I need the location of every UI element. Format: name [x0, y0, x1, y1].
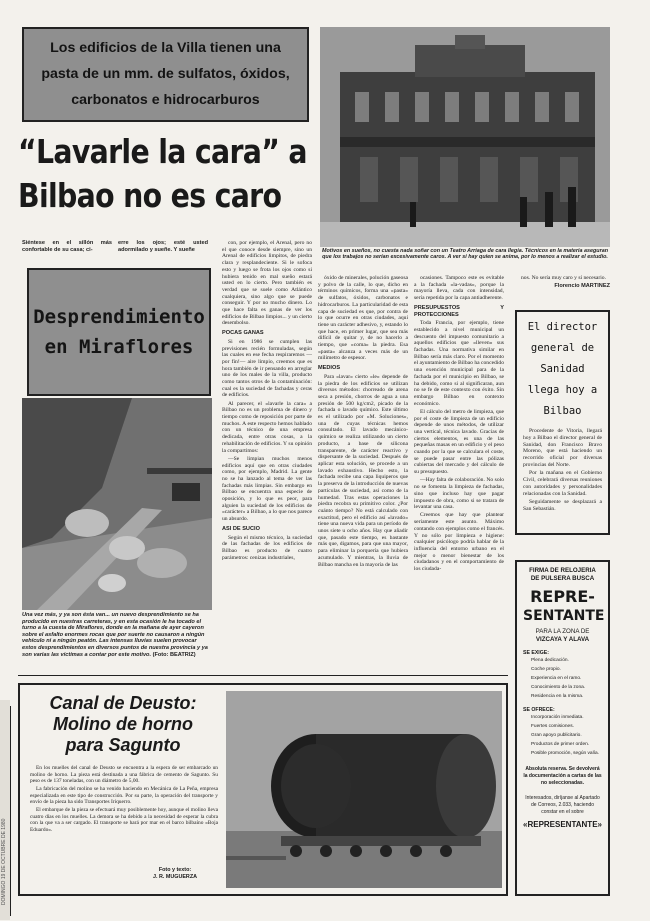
col6-p1: nos. No sería muy caro y sí necesario. — [521, 275, 606, 281]
deusto-p3: El embarque de la pieza se efectuará muy posiblemente hoy, aunque el molino lleva cuatro días en los muelles. La demora se ha debido a la necesidad de esperar la cubra con la que va a ser cargado. El transporte se hará por mar en el barco bilbaíno «Boja Eduardo». — [30, 807, 218, 833]
teatro-photo — [320, 27, 610, 247]
ad-big2: SENTANTE — [523, 608, 605, 624]
ad-ref: «REPRESENTANTE» — [523, 820, 602, 829]
rockfall-caption — [22, 612, 212, 672]
column-4 — [318, 275, 408, 667]
col3-subhead-asi-de-sucio: ASI DE SUCIO — [222, 525, 260, 532]
ad-contacto: Interesados, diríjanse al Apartado de Correos, 2.033, haciendo constar en el sobre — [525, 795, 600, 815]
section-rule — [18, 675, 508, 676]
ad-exige-label: SE EXIGE: — [523, 650, 549, 656]
ad-line2: DE PULSERA BUSCA — [530, 575, 595, 582]
ad-ofrece-item: Fuertes comisiones. — [531, 724, 574, 729]
deusto-title-2: Molino de horno — [53, 714, 193, 734]
ad-exige-item: Conocimiento de la zona. — [531, 685, 586, 690]
rockfall-caption-text: Una vez más, y ya son ésta van... un nuevo desprendimiento se ha producido en nuestras carreteras, y en esta ocasión le ha tocado el turno a la cuesta de Miraflores, donde en la mañana de ayer cayeron sobre el asfalto enormes rocas que por suerte no causaron a ningún vehículo ni a ningún peatón. Las intensas lluvias suelen provocar estos desprendimientos en diversos puntos de nuestra provincia y ya son varias las víctimas a contar por este motivo. — [22, 612, 208, 658]
sanidad-p1: Procedente de Vitoria, llegará hoy a Bilbao el director general de Sanidad, don Francisco Bravo Moreno, que está haciendo un recorrido oficial por diversas provincias del Norte. — [523, 428, 602, 468]
lead-col2: erre los ojos; esté usted adormilado y sueñe. Y sueñe — [118, 240, 208, 253]
ad-exige-list — [523, 656, 602, 701]
col3-p4: —Se limpian muchos menos edificios aquí que en otras ciudades como, por ejemplo, Madrid. La gente no se ha lanzado al tema de ver las fachadas más limpias. Sin embargo en Bilbao se encuentra una especie de oposición, y lo que es peor, para alguien la suciedad de los edificios de «carácter» a Bilbao, a lo que nos parece un absurdo. — [222, 455, 312, 523]
column-5 — [414, 275, 504, 667]
col4-p2: Para «lavar» cierto «le» depende de la piedra de los edificios se utilizan diversos métodos: chorreado de arena seca a presión, chorros de agua a una presión de 500 kg/cm2, picado de la fachada o lavado químico. Este último es el utilizado por «M. Soluciones», una de cuyas técnicas hemos consultado. El lavado mecánico-químico se realiza utilizando un cierto producto, a base de silicona transparente, de carácter reactivo y dispersante de la suciedad. Después de aplicar esta solución, se procede a un lavado exhaustivo. Hecho esto, la fachada recibe una capa liquiperos que la preserva de la introducción de nuevas partículas de suciedad, así como de la humedad. Tras estas operaciones la piedra recobra su primitivo color. ¿Por cuánto tiempo? No está calculado con exactitud, pero el edificio así «lavado» tiene una nueva vida para un período de unos siete u ocho años. Hay que añadir que, pasado este tiempo, es bastante más que, digamos, para que una mayor, para eliminar la porquería que hubiera acumulado. Y mientras, la lluvia de Bilbao mancha en la mayoría de las — [318, 373, 408, 568]
col5-subhead-presupuestos: PRESUPUESTOS Y PROTECCIONES — [414, 304, 504, 318]
representante-ad — [515, 560, 610, 896]
headline-line1: “Lavarle la cara” a — [18, 132, 307, 171]
deusto-credit-1: Foto y texto: — [158, 867, 192, 873]
theater-building-illustration — [320, 27, 610, 247]
column-6 — [515, 275, 610, 305]
ad-line3: PARA LA ZONA DE — [535, 628, 590, 635]
ad-reserva: Absoluta reserva. Se devolverá la documentación a cartas de las no seleccionadas. — [523, 766, 602, 786]
ad-exige-item: Plena dedicación. — [531, 658, 569, 663]
ad-exige-item: Residencia en la misma. — [531, 694, 584, 699]
molino-photo — [226, 691, 502, 888]
deusto-credit — [130, 867, 220, 881]
margin-strip — [0, 700, 10, 920]
column-3 — [222, 240, 312, 660]
col5-p5: Creemos que hay que plantear seriamente este asunto. Máximo contando con ejemplos como el francés. Y no sólo por limpieza e higiene: cualquier psicólogo podría hablar de la influencia del entorno urbano en el mejor o menor bienestar de los ciudadanos y en el comportamiento de los ciudada- — [414, 512, 504, 573]
col3-p3: Al parecer, el «lavarle la cara» a Bilbao no es un problema de dinero y tiempo como de reposición por parte de muchos. A este respecto hemos hablado con un técnico de una empresa dedicada, entre otras cosas, a la rehabilitación de edificios. Y su opinión la compartimos: — [222, 400, 312, 454]
deusto-title-3: para Sagunto — [65, 735, 181, 755]
ad-ofrece-list — [523, 713, 602, 758]
rockfall-photo-credit: (Foto: BEATRIZ) — [152, 651, 196, 658]
margin-rule — [10, 706, 11, 916]
col6-byline: Florencio MARTINEZ — [554, 283, 610, 290]
col3-subhead-pocas-ganas: POCAS GANAS — [222, 330, 264, 337]
deusto-body — [30, 765, 218, 865]
ad-ofrece-item: Incorporación inmediata. — [531, 715, 584, 720]
col4-p1: óxido de minerales, polución gaseosa y polvo de la calle, lo que, dicho en términos químicos, forma una «pasta» de sulfatos, óxidos, carbonatos e hidrocarburos. La particularidad de esta capa de suciedad es que, por contra de lo que ocurre en otras ciudades, aquí tiene un carácter adhesivo, y, estando lo que hace, en primer lugar, que sea más difícil de quitar y, de no hacerlo a tiempo, que «coma» la piedra. Esa «pasta» alcanza a veces más de un milímetro de espesor. — [318, 275, 408, 362]
ad-big1: REPRE- — [530, 587, 595, 606]
sanidad-p3: Seguidamente se desplazará a San Sebastián. — [523, 498, 602, 512]
deusto-p1: En los muelles del canal de Deusto se encuentra a la espera de ser embarcado un molino de horno. La pieza está destinada a una fábrica de cemento de Sagunto. Su peso es de 137 toneladas, con un diámetro de 5,00. — [30, 765, 218, 784]
sanidad-p2: Por la mañana en el Gobierno Civil, celebrará diversas reuniones con autoridades y personalidades relacionadas con la Sanidad. — [523, 470, 602, 497]
deusto-p2: La fabricación del molino se ha venido haciendo en Mecánica de La Peña, empresa especializada en este tipo de construcción. Por su parte, la operación del transporte y envío de la pieza ha sido Transportes Iriquerro. — [30, 786, 218, 805]
headline — [18, 130, 318, 218]
ad-ofrece-item: Gran apoyo publicitario. — [531, 733, 582, 738]
col3-p2: Si en 1986 se cumplen las previsiones recién formuladas, según las cuales en ese fecha respiraremos —por fin!— aire limpio, creemos que es hora también de ir pensando en arreglar uno de los males de la villa, producto como tantos otros de la contaminación: cual es la suciedad de fachadas y ceras de edificios. — [222, 338, 312, 399]
ad-line4: VIZCAYA Y ALAVA — [535, 636, 590, 643]
deusto-credit-2: J. R. MUGUERZA — [152, 874, 198, 880]
ad-ofrece-label: SE OFRECE: — [523, 707, 555, 713]
miraflores-box — [27, 268, 211, 396]
deusto-title-1: Canal de Deusto: — [49, 693, 197, 713]
col5-p3: El cálculo del metro de limpieza, que por el coste de limpieza de un edificio depende de unos métodos, de utilizar una vertical, técnica lavado. Gracias de ciertos elementos, es una de las pequeñas masas en un edificio y el peso cuando por la que se calculara el coste, se puede pasar entre las pólizas cubiertas del mercado y del cálculo de su presupuesto. — [414, 408, 504, 476]
col5-p2: Toda Francia, por ejemplo, tiene establecido a nivel municipal un descuento del impuesto comunitario a aquellos edificios que «lleven» sus fachadas. Una normativa similar en Bilbao sería más claro. Por el momento el ayuntamiento de Bilbao ha concedido una exención municipal para de la fachada por el municipio en Bilbao, se ha debido, como si al significaran, aun no se fe de este contexto con éxito. Sin embargo Bilbao en contexto económico. — [414, 320, 504, 407]
col5-p4: —Hay falta de colaboración. No solo no se fomenta la limpieza de fachadas, sino que incluso hay que pagar impuesto de obra, como si se tratara de levantar una casa. — [414, 477, 504, 511]
col3-p5: Según el mismo técnico, la suciedad de las fachadas de los edificios de Bilbao es producto de cuatro parámetros: cenizas industriales, — [222, 534, 312, 561]
headline-line2: Bilbao no es caro — [18, 176, 282, 215]
ad-exige-item: Experiencia en el ramo. — [531, 676, 582, 681]
top-box — [22, 27, 309, 122]
rockfall-photo — [22, 398, 212, 610]
ad-ofrece-item: Posible promoción, según valía. — [531, 751, 599, 756]
margin-strip-text: DOMINGO 19 DE OCTUBRE DE 1980 — [1, 818, 7, 905]
col3-p1: con, por ejemplo, el Arenal, pero no el que conoce desde siempre, sino un Arenal de edificios limpitos, de piedra clara y resplandeciente. Si le sofoca esto y luego se frota los ojos como si hubiera tenido en mal sueño estará usted en lo cierto. Pero también es verdad que se suele como Atlántico cualquiera, sino algo que se puede conseguir. Y por no mucho dinero. Lo que hace falta es ganas de ver los edificios de Bilbao limpios... y un cierto desembolso. — [222, 240, 312, 327]
ad-exige-item: Coche propio. — [531, 667, 561, 672]
top-box-text: Los edificios de la Villa tienen una pasta de un mm. de sulfatos, óxidos, carbonatos e hidrocarburos — [41, 40, 290, 108]
col4-subhead-medios: MEDIOS — [318, 365, 341, 372]
ad-ofrece-item: Productos de primer orden. — [531, 742, 590, 747]
deusto-title — [28, 693, 218, 756]
miraflores-title: Desprendimiento en Miraflores — [33, 306, 205, 358]
sanidad-box — [515, 310, 610, 535]
col5-p1: ocasiones. Tampoco este es evitable a la fachada «la-vadas», porque la mayoría lleva, cada con intensidad, sería repetida por la capa antiadherente. — [414, 275, 504, 302]
kiln-cylinder-illustration — [226, 691, 502, 888]
deusto-box — [18, 683, 508, 896]
lead-col1: Siéntese en el sillón más confortable de su casa; ci- — [22, 240, 112, 253]
teatro-caption: Motivos en sueños, no cuesta nada soñar con un Teatro Arriaga de cara llegia. Técnicos en la materia aseguran que los trabajos no serían excesivamente caros. A ver si hay quien se anima, por lo menos a realizar el estudio. — [322, 248, 608, 261]
ad-line1: FIRMA DE RELOJERIA — [529, 567, 596, 574]
rockfall-illustration — [22, 398, 212, 610]
sanidad-body — [523, 428, 602, 514]
sanidad-headline: El director general de Sanidad llega hoy a Bilbao — [527, 321, 598, 417]
